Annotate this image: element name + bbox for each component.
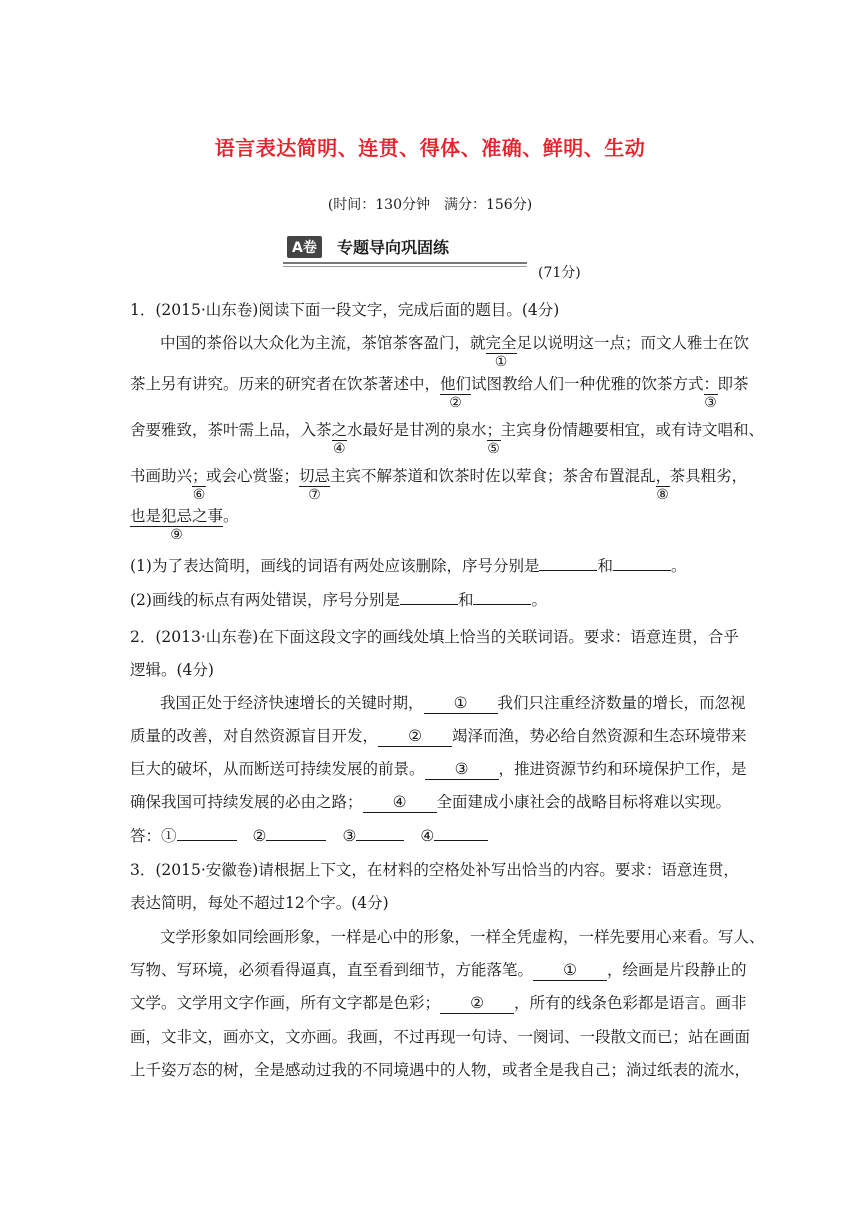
answer-blank[interactable]: [177, 840, 237, 841]
underlined-punct: ， ⑧: [655, 467, 672, 503]
exam-meta: (时间：130分钟 满分：156分): [327, 197, 533, 213]
section-score: (71分): [538, 265, 581, 281]
underlined-punct: ； ⑤: [486, 421, 503, 457]
q1-subquestion-2: (2)画线的标点有两处错误，序号分别是 和 。: [130, 591, 547, 609]
answer-blank[interactable]: ②: [440, 993, 514, 1014]
q1-line: 舍要雅致，茶叶需上品，入茶之 ④ 水最好是甘冽的泉水； ⑤ 主宾身份情趣要相宜，或有诗文唱和、: [130, 421, 765, 457]
section-badge: A卷: [287, 236, 322, 258]
answer-blank[interactable]: [613, 570, 671, 571]
q1-line: 中国的茶俗以大众化为主流，茶馆茶客盈门，就完全 ① 足以说明这一点；而文人雅士在饮: [160, 334, 750, 370]
banner-rule-thin: [283, 266, 527, 267]
q3-line: 文学形象如同绘画形象，一样是心中的形象，一样全凭虚构，一样先要用心来看。写人、: [160, 928, 765, 946]
underlined-word: 也是犯忌之事 ⑨: [130, 507, 224, 543]
q2-line: 确保我国可持续发展的必由之路； ④ 全面建成小康社会的战略目标将难以实现。: [130, 793, 732, 811]
underlined-punct: ； ⑥: [192, 467, 208, 503]
answer-blank[interactable]: [539, 570, 597, 571]
q1-line: 书画助兴； ⑥ 或会心赏鉴；切忌 ⑦ 主宾不解茶道和饮茶时佐以荤食；茶舍布置混乱， ⑧ 茶具粗劣，: [130, 467, 748, 503]
section-label: 专题导向巩固练: [337, 238, 450, 257]
q1-subquestion-1: (1)为了表达简明，画线的词语有两处应该删除，序号分别是 和 。: [130, 557, 687, 575]
q1-line: 茶上另有讲究。历来的研究者在饮茶著述中，他们 ② 试图教给人们一种优雅的饮茶方式： ③ 即茶: [130, 375, 749, 411]
q2-answer-row: 答：① ② ③ ④: [130, 826, 488, 846]
underlined-word: 完全 ①: [485, 334, 517, 370]
q3-line: 上千姿万态的树，全是感动过我的不同境遇中的人物，或者全是我自己；淌过纸表的流水，: [130, 1061, 751, 1079]
q3-heading: 3．(2015·安徽卷)请根据上下文，在材料的空格处补写出恰当的内容。要求：语意连贯，: [130, 861, 739, 879]
banner-rule: [283, 262, 527, 264]
page-title: 语言表达简明、连贯、得体、准确、鲜明、生动: [214, 136, 646, 160]
underlined-word: 切忌 ⑦: [299, 467, 331, 503]
q3-line: 文学。文学用文字作画，所有文字都是色彩； ② ，所有的线条色彩都是语言。画非: [130, 994, 747, 1012]
underlined-word: 他们 ②: [440, 375, 472, 411]
answer-blank[interactable]: ②: [378, 726, 452, 747]
answer-blank[interactable]: [473, 604, 531, 605]
answer-blank[interactable]: [356, 840, 404, 841]
q3-heading: 表达简明，每处不超过12个字。(4分): [130, 894, 389, 912]
underlined-word: 之 ④: [331, 421, 348, 457]
answer-blank[interactable]: [266, 840, 326, 841]
q2-line: 质量的改善，对自然资源盲目开发， ② 竭泽而渔，势必给自然资源和生态环境带来: [130, 727, 747, 745]
underlined-punct: ： ③: [703, 375, 720, 411]
q2-heading: 逻辑。(4分): [130, 661, 214, 679]
q2-line: 巨大的破坏，从而断送可持续发展的前景。 ③ ，推进资源节约和环境保护工作，是: [130, 760, 747, 778]
answer-blank[interactable]: [434, 840, 488, 841]
q2-line: 我国正处于经济快速增长的关键时期， ① 我们只注重经济数量的增长，而忽视: [160, 694, 746, 712]
q1-heading: 1．(2015·山东卷)阅读下面一段文字，完成后面的题目。(4分): [130, 301, 560, 319]
q3-line: 画，文非文，画亦文，文亦画。我画，不过再现一句诗、一阕词、一段散文而已；站在画面: [130, 1028, 751, 1046]
q2-heading: 2．(2013·山东卷)在下面这段文字的画线处填上恰当的关联词语。要求：语意连贯，合乎: [130, 628, 739, 646]
answer-blank[interactable]: ①: [533, 960, 607, 981]
answer-blank[interactable]: ④: [363, 792, 437, 813]
answer-blank[interactable]: [400, 604, 458, 605]
section-banner: [283, 234, 527, 268]
q1-line: 也是犯忌之事 ⑨ 。: [130, 507, 239, 543]
q3-line: 写物、写环境，必须看得逼真，直至看到细节，方能落笔。 ① ，绘画是片段静止的: [130, 961, 747, 979]
answer-blank[interactable]: ③: [425, 759, 499, 780]
answer-blank[interactable]: ①: [424, 693, 498, 714]
